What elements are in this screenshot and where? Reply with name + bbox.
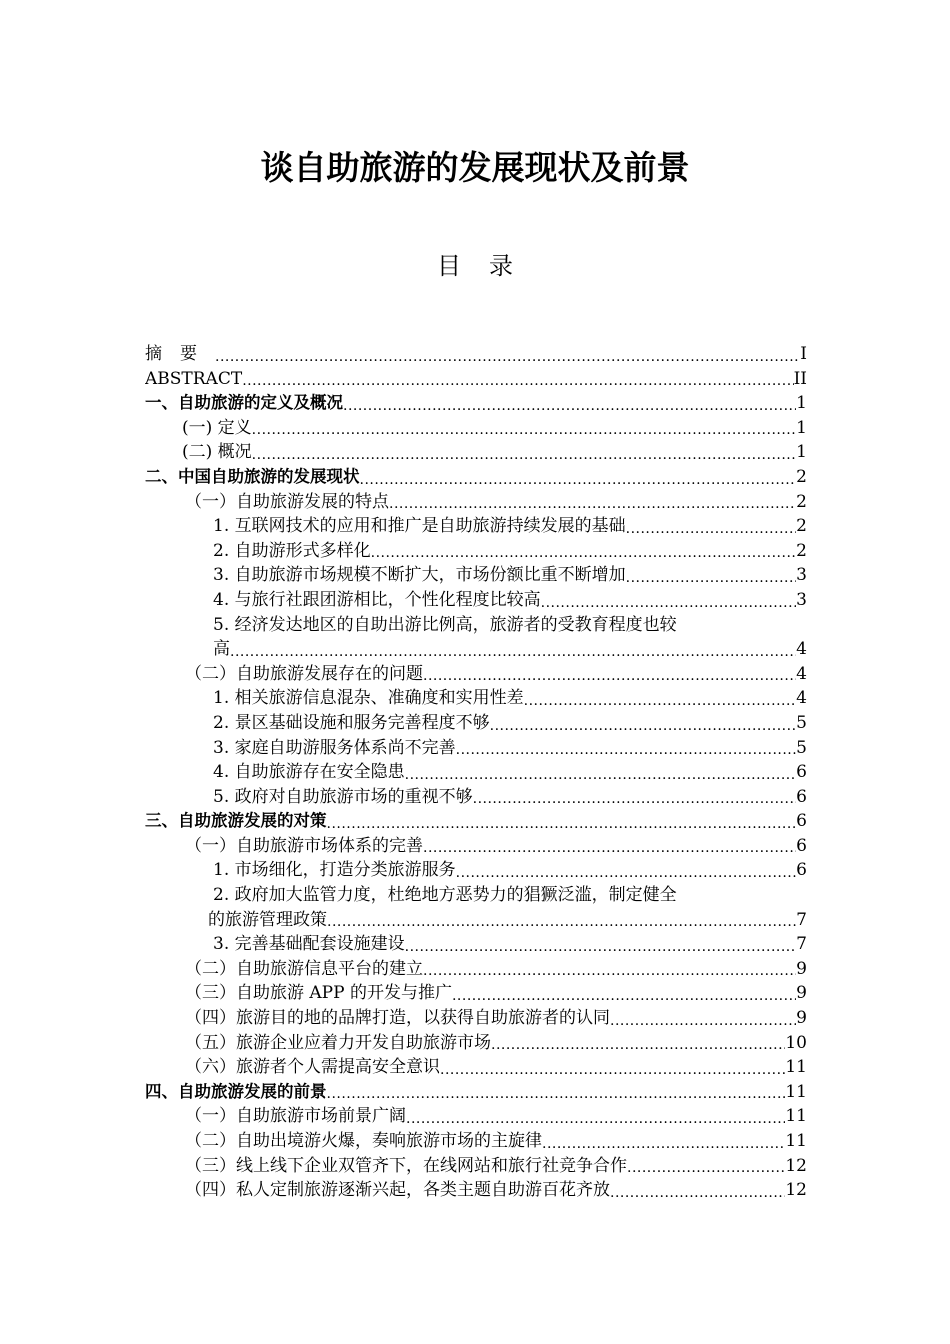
toc-entry-item-2-2-3[interactable] (145, 736, 807, 761)
toc-entry-item-2-1-3[interactable] (145, 563, 807, 588)
toc-entry-label: 3. 家庭自助游服务体系尚不完善 (213, 737, 456, 758)
toc-leader (473, 789, 797, 809)
toc-leader (610, 1183, 785, 1203)
toc-leader (405, 765, 797, 785)
toc-entry-label: （二）自助旅游发展存在的问题 (185, 663, 423, 684)
toc-leader (327, 814, 797, 834)
toc-entry-section-2-2[interactable] (145, 662, 807, 687)
toc-entry-chapter-2[interactable] (145, 465, 807, 490)
toc-leader (626, 519, 797, 539)
toc-entry-label: （一）自助旅游市场前景广阔 (185, 1106, 406, 1127)
toc-entry-item-2-1-2[interactable] (145, 539, 807, 564)
toc-entry-section-3-2[interactable] (145, 957, 807, 982)
toc-entry-label: 3. 完善基础配套设施建设 (213, 934, 405, 955)
toc-entry-abstract-en[interactable] (145, 367, 807, 392)
toc-leader (627, 1158, 785, 1178)
toc-entry-label: 1. 相关旅游信息混杂、准确度和实用性差 (213, 688, 524, 709)
toc-page-number: 3 (796, 565, 807, 586)
toc-entry-label: 3. 自助旅游市场规模不断扩大，市场份额比重不断增加 (213, 565, 626, 586)
toc-page-number: 6 (796, 786, 807, 807)
table-of-contents (145, 342, 807, 1203)
toc-entry-section-1-1[interactable] (145, 416, 807, 441)
toc-page-number: 10 (785, 1032, 807, 1053)
toc-leader (371, 543, 797, 563)
toc-page-number: 5 (796, 737, 807, 758)
toc-leader (389, 494, 796, 514)
toc-page-number: I (800, 344, 807, 364)
toc-page-number: 7 (796, 934, 807, 955)
toc-entry-chapter-3[interactable] (145, 809, 807, 834)
toc-leader (491, 1035, 785, 1055)
toc-entry-section-4-4[interactable] (145, 1178, 807, 1203)
toc-entry-label: 5. 政府对自助旅游市场的重视不够 (213, 786, 473, 807)
toc-entry-item-3-1-3[interactable] (145, 932, 807, 957)
toc-leader (440, 1060, 785, 1080)
toc-leader (626, 568, 797, 588)
toc-page-number: 12 (785, 1180, 807, 1201)
toc-page-number: 6 (796, 835, 807, 856)
toc-page-number: 9 (796, 983, 807, 1004)
toc-entry-label: 摘要 (145, 344, 215, 364)
toc-page-number: 11 (785, 1106, 807, 1127)
toc-entry-item-2-2-2[interactable] (145, 711, 807, 736)
toc-leader (490, 716, 797, 736)
toc-page-number: 9 (796, 958, 807, 979)
toc-entry-item-2-2-1[interactable] (145, 686, 807, 711)
toc-entry-label: （四）私人定制旅游逐渐兴起，各类主题自助游百花齐放 (185, 1180, 610, 1201)
toc-leader (327, 1084, 786, 1104)
toc-entry-continuation (208, 908, 807, 933)
toc-entry-section-1-2[interactable] (145, 440, 807, 465)
toc-entry-item-2-2-4[interactable] (145, 760, 807, 785)
toc-entry-chapter-4[interactable] (145, 1080, 807, 1105)
toc-page-number: 1 (796, 442, 807, 463)
toc-leader (423, 666, 796, 686)
toc-entry-label: （五）旅游企业应着力开发自助旅游市场 (185, 1032, 491, 1053)
toc-entry-label: 二、中国自助旅游的发展现状 (145, 466, 360, 486)
toc-entry-label: （二）自助旅游信息平台的建立 (185, 958, 423, 979)
toc-leader (360, 470, 797, 490)
toc-entry-section-3-1[interactable] (145, 834, 807, 859)
toc-page-number: 11 (785, 1057, 807, 1078)
toc-entry-label: ABSTRACT (145, 368, 243, 389)
toc-entry-label: 4. 自助旅游存在安全隐患 (213, 762, 405, 783)
toc-entry-label: 四、自助旅游发展的前景 (145, 1081, 327, 1101)
toc-entry-label-cont: 高 (213, 639, 230, 660)
toc-entry-section-2-1[interactable] (145, 490, 807, 515)
toc-entry-section-4-2[interactable] (145, 1129, 807, 1154)
toc-entry-label: （一）自助旅游市场体系的完善 (185, 835, 423, 856)
toc-leader (452, 986, 796, 1006)
toc-leader (252, 445, 797, 465)
toc-entry-label-cont: 的旅游管理政策 (208, 909, 327, 930)
toc-leader (456, 740, 797, 760)
toc-leader (423, 961, 796, 981)
toc-leader (343, 396, 796, 416)
toc-entry-item-2-1-5[interactable] (145, 613, 807, 662)
toc-heading: 目录 (437, 252, 541, 280)
toc-entry-item-3-1-2[interactable] (145, 883, 807, 932)
toc-entry-section-3-6[interactable] (145, 1055, 807, 1080)
toc-page-number: 6 (796, 811, 807, 832)
toc-leader (423, 838, 796, 858)
toc-page-number: 6 (796, 860, 807, 881)
toc-page-number: 2 (796, 540, 807, 561)
toc-page-number: 12 (785, 1155, 807, 1176)
toc-entry-label: （六）旅游者个人需提高安全意识 (185, 1057, 440, 1078)
toc-page-number: II (793, 368, 807, 389)
toc-entry-item-2-1-4[interactable] (145, 588, 807, 613)
toc-entry-item-2-1-1[interactable] (145, 514, 807, 539)
toc-page-number: 4 (796, 639, 807, 660)
toc-entry-label: （二）自助出境游火爆，奏响旅游市场的主旋律 (185, 1131, 542, 1151)
toc-entry-label: 2. 政府加大监管力度，杜绝地方恶势力的猖獗泛滥，制定健全 (213, 885, 677, 906)
toc-entry-label: 5. 经济发达地区的自助出游比例高，旅游者的受教育程度也较 (213, 614, 677, 635)
toc-page-number: 2 (796, 516, 807, 537)
toc-entry-label: 2. 景区基础设施和服务完善程度不够 (213, 712, 490, 733)
toc-entry-item-3-1-1[interactable] (145, 858, 807, 883)
toc-entry-item-2-2-5[interactable] (145, 785, 807, 810)
toc-entry-label: （四）旅游目的地的品牌打造，以获得自助旅游者的认同 (185, 1008, 610, 1029)
toc-entry-abstract-cn[interactable] (145, 342, 807, 367)
toc-leader (610, 1011, 796, 1031)
page-title: 谈自助旅游的发展现状及前景 (260, 148, 690, 187)
toc-leader (215, 347, 800, 367)
toc-entry-chapter-1[interactable] (145, 391, 807, 416)
toc-leader (252, 420, 797, 440)
toc-entry-label: 2. 自助游形式多样化 (213, 540, 371, 561)
toc-entry-label: 三、自助旅游发展的对策 (145, 811, 327, 831)
toc-leader (406, 1109, 785, 1129)
toc-entry-section-4-3[interactable] (145, 1154, 807, 1179)
toc-page-number: 3 (796, 589, 807, 610)
toc-leader (230, 642, 796, 662)
toc-page-number: 2 (796, 466, 807, 487)
toc-leader (456, 863, 797, 883)
toc-leader (541, 593, 797, 613)
toc-entry-label: （一）自助旅游发展的特点 (185, 491, 389, 512)
toc-leader (542, 1134, 785, 1154)
toc-page-number: 11 (785, 1081, 807, 1102)
toc-page-number: 6 (796, 762, 807, 783)
toc-page-number: 7 (796, 909, 807, 930)
toc-page-number: 9 (796, 1008, 807, 1029)
toc-leader (524, 691, 797, 711)
toc-entry-label: (一) 定义 (182, 417, 252, 438)
toc-leader (405, 937, 797, 957)
toc-leader (242, 371, 793, 391)
toc-entry-section-3-4[interactable] (145, 1006, 807, 1031)
toc-entry-section-3-5[interactable] (145, 1031, 807, 1056)
toc-entry-section-3-3[interactable] (145, 981, 807, 1006)
toc-page-number: 2 (796, 491, 807, 512)
toc-page-number: 11 (785, 1131, 807, 1151)
toc-page-number: 1 (796, 417, 807, 438)
toc-entry-label: （三）线上线下企业双管齐下，在线网站和旅行社竞争合作 (185, 1155, 627, 1176)
toc-page-number: 4 (796, 663, 807, 684)
toc-entry-label: （三）自助旅游 APP 的开发与推广 (185, 983, 452, 1004)
toc-entry-label: 一、自助旅游的定义及概况 (145, 393, 343, 413)
toc-entry-continuation (213, 637, 807, 662)
toc-page-number: 5 (796, 712, 807, 733)
toc-entry-label: (二) 概况 (182, 442, 252, 463)
toc-entry-label: 4. 与旅行社跟团游相比，个性化程度比较高 (213, 589, 541, 610)
toc-page-number: 1 (796, 393, 807, 414)
toc-entry-label: 1. 互联网技术的应用和推广是自助旅游持续发展的基础 (213, 516, 626, 537)
toc-entry-label: 1. 市场细化，打造分类旅游服务 (213, 860, 456, 881)
toc-leader (327, 912, 796, 932)
toc-entry-section-4-1[interactable] (145, 1104, 807, 1129)
toc-page-number: 4 (796, 688, 807, 709)
